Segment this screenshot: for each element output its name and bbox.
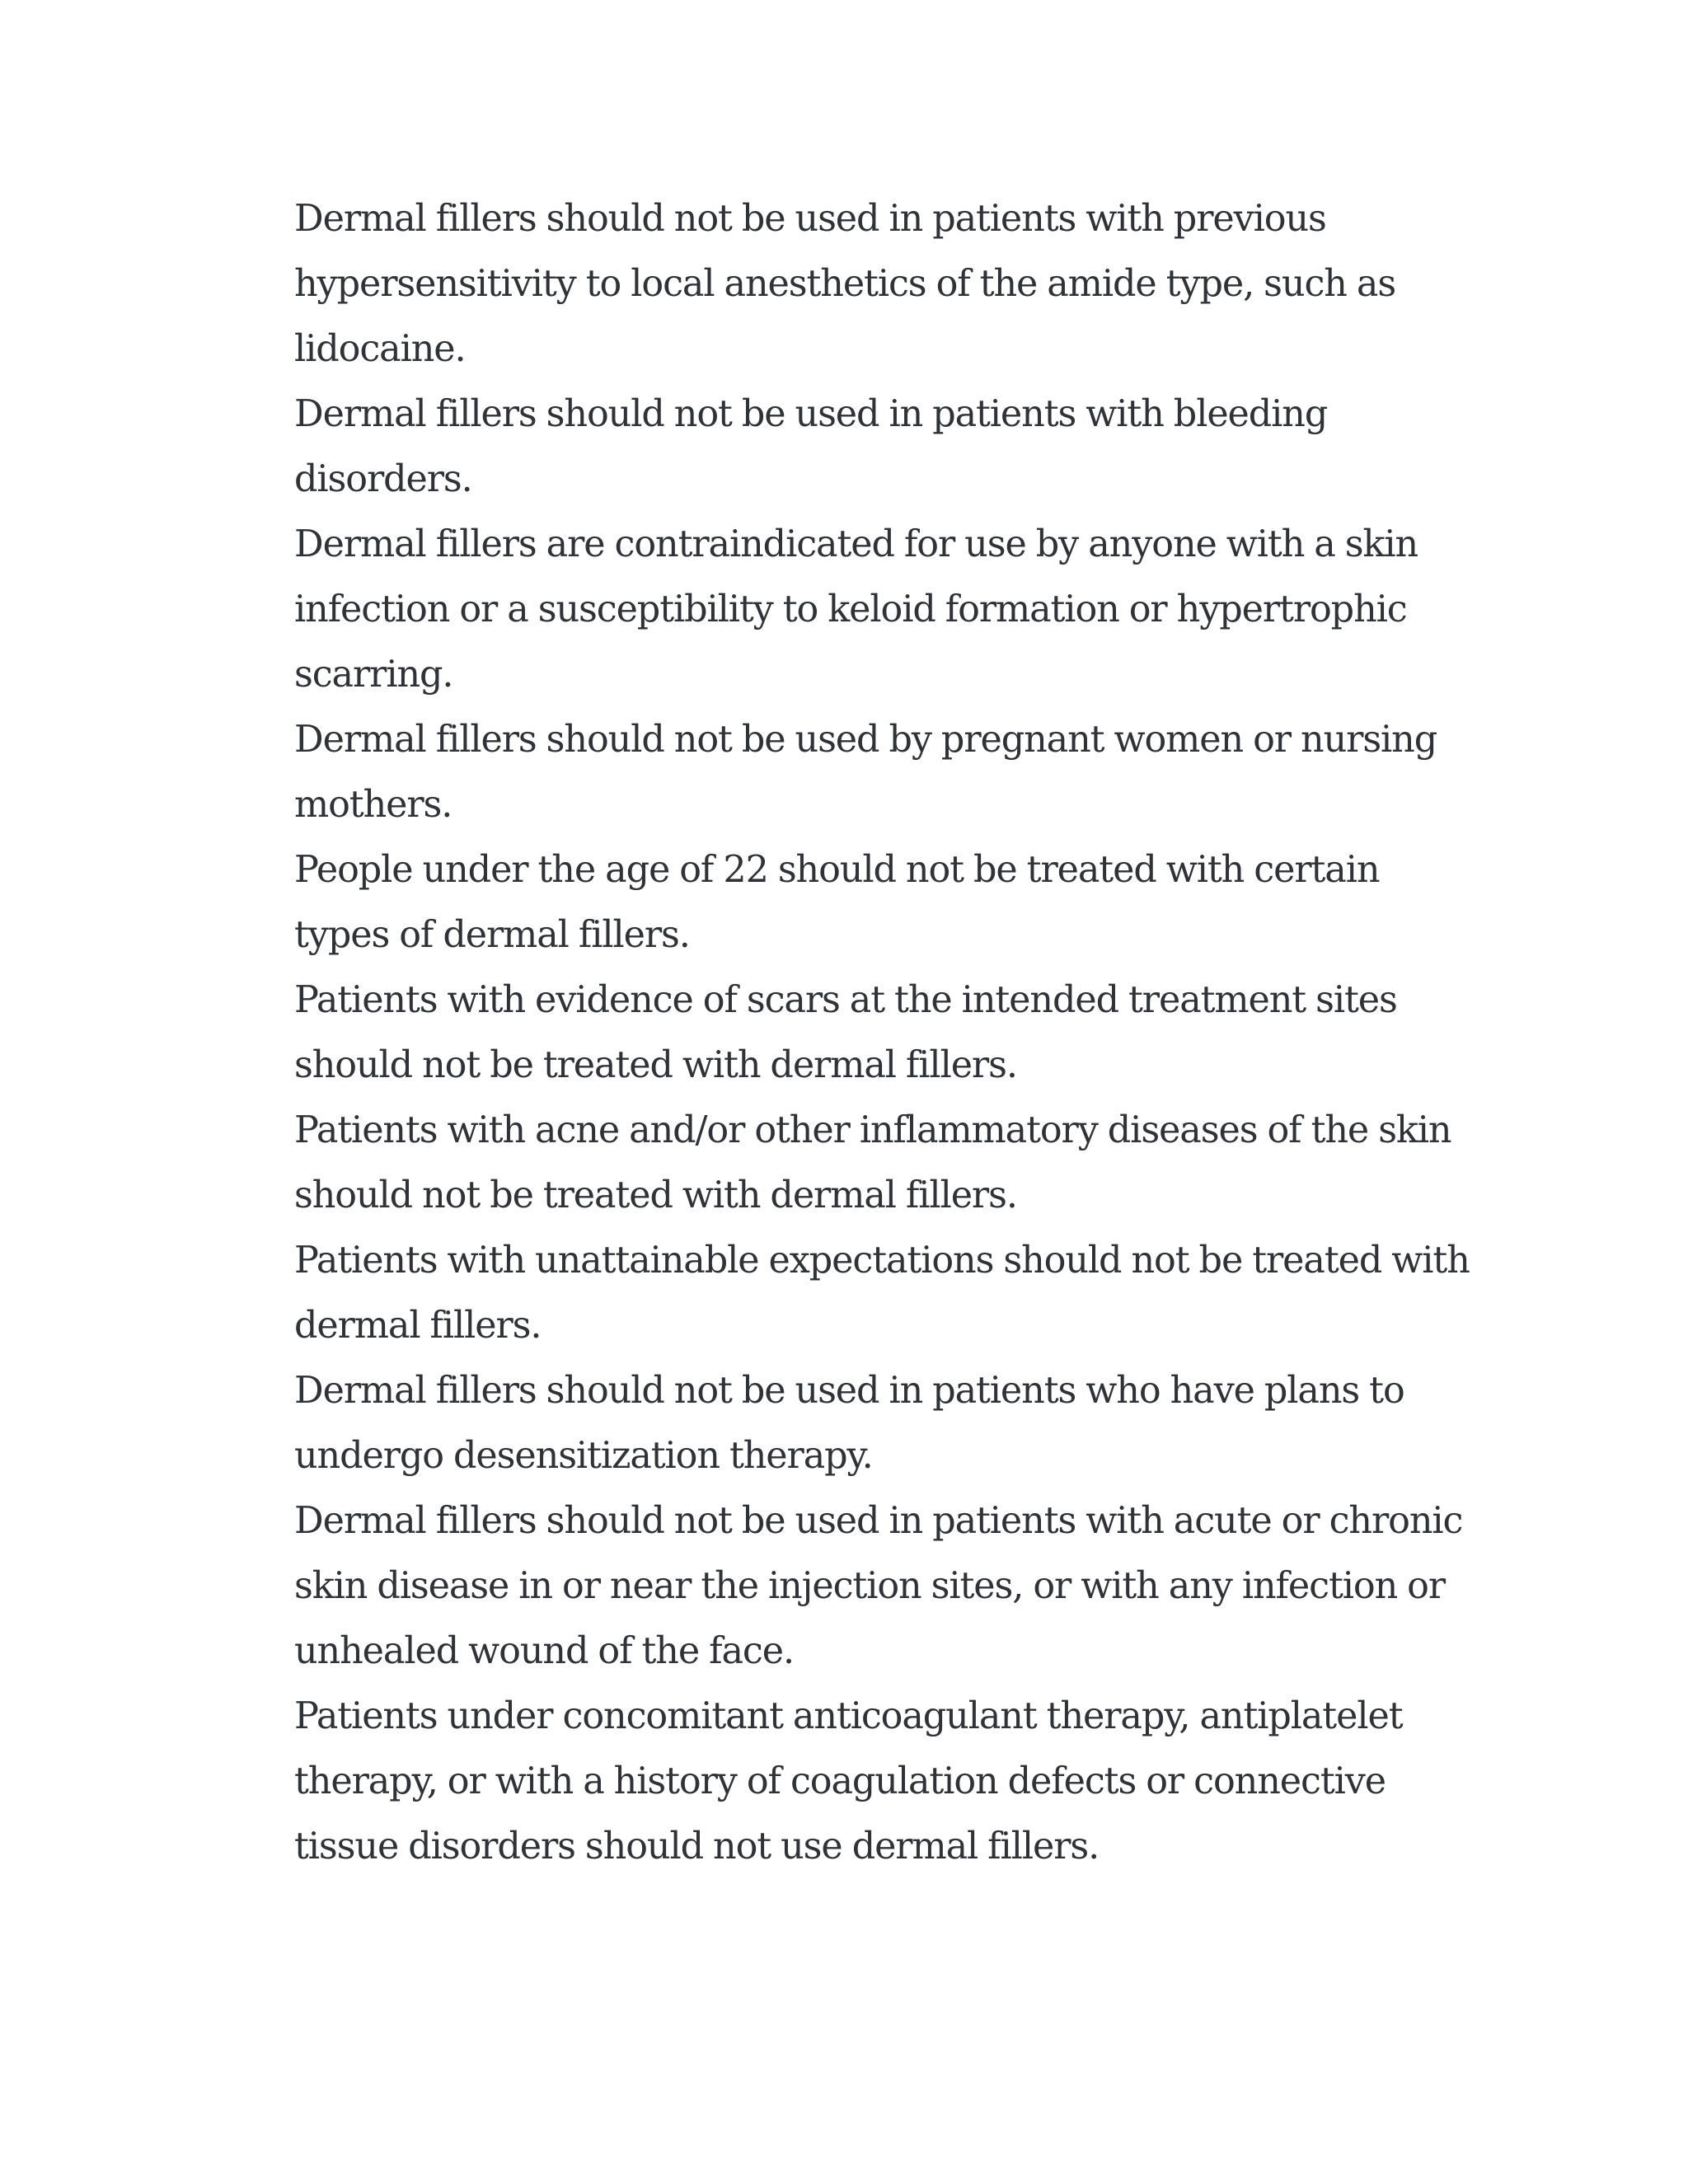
paragraph-skin-infection-keloid: Dermal fillers are contraindicated for use by anyone with a skin infection or a susceptibility to keloid formation or hypertrophic scarring. — [294, 523, 1418, 696]
paragraph-skin-disease-wound: Dermal fillers should not be used in patients with acute or chronic skin disease in or near the injection sites, or with any infection or unhealed wound of the face. — [294, 1500, 1463, 1672]
paragraph-scars-treatment-sites: Patients with evidence of scars at the intended treatment sites should not be treated with dermal fillers. — [294, 979, 1397, 1086]
paragraph-anticoagulant-therapy: Patients under concomitant anticoagulant therapy, antiplatelet therapy, or with a history of coagulation defects or connective tissue disorders should not use dermal fillers. — [294, 1695, 1403, 1868]
document-body — [294, 186, 1481, 1879]
paragraph-desensitization-therapy: Dermal fillers should not be used in patients who have plans to undergo desensitization therapy. — [294, 1370, 1404, 1477]
paragraph-pregnant-nursing: Dermal fillers should not be used by pregnant women or nursing mothers. — [294, 719, 1437, 826]
paragraph-acne-inflammatory: Patients with acne and/or other inflammatory diseases of the skin should not be treated with dermal fillers. — [294, 1109, 1451, 1216]
paragraph-lidocaine-hypersensitivity: Dermal fillers should not be used in patients with previous hypersensitivity to local anesthetics of the amide type, such as lidocaine. — [294, 198, 1396, 370]
paragraph-age-restriction: People under the age of 22 should not be treated with certain types of dermal fillers. — [294, 849, 1380, 956]
paragraph-unattainable-expectations: Patients with unattainable expectations should not be treated with dermal fillers. — [294, 1240, 1470, 1347]
paragraph-bleeding-disorders: Dermal fillers should not be used in patients with bleeding disorders. — [294, 393, 1328, 500]
